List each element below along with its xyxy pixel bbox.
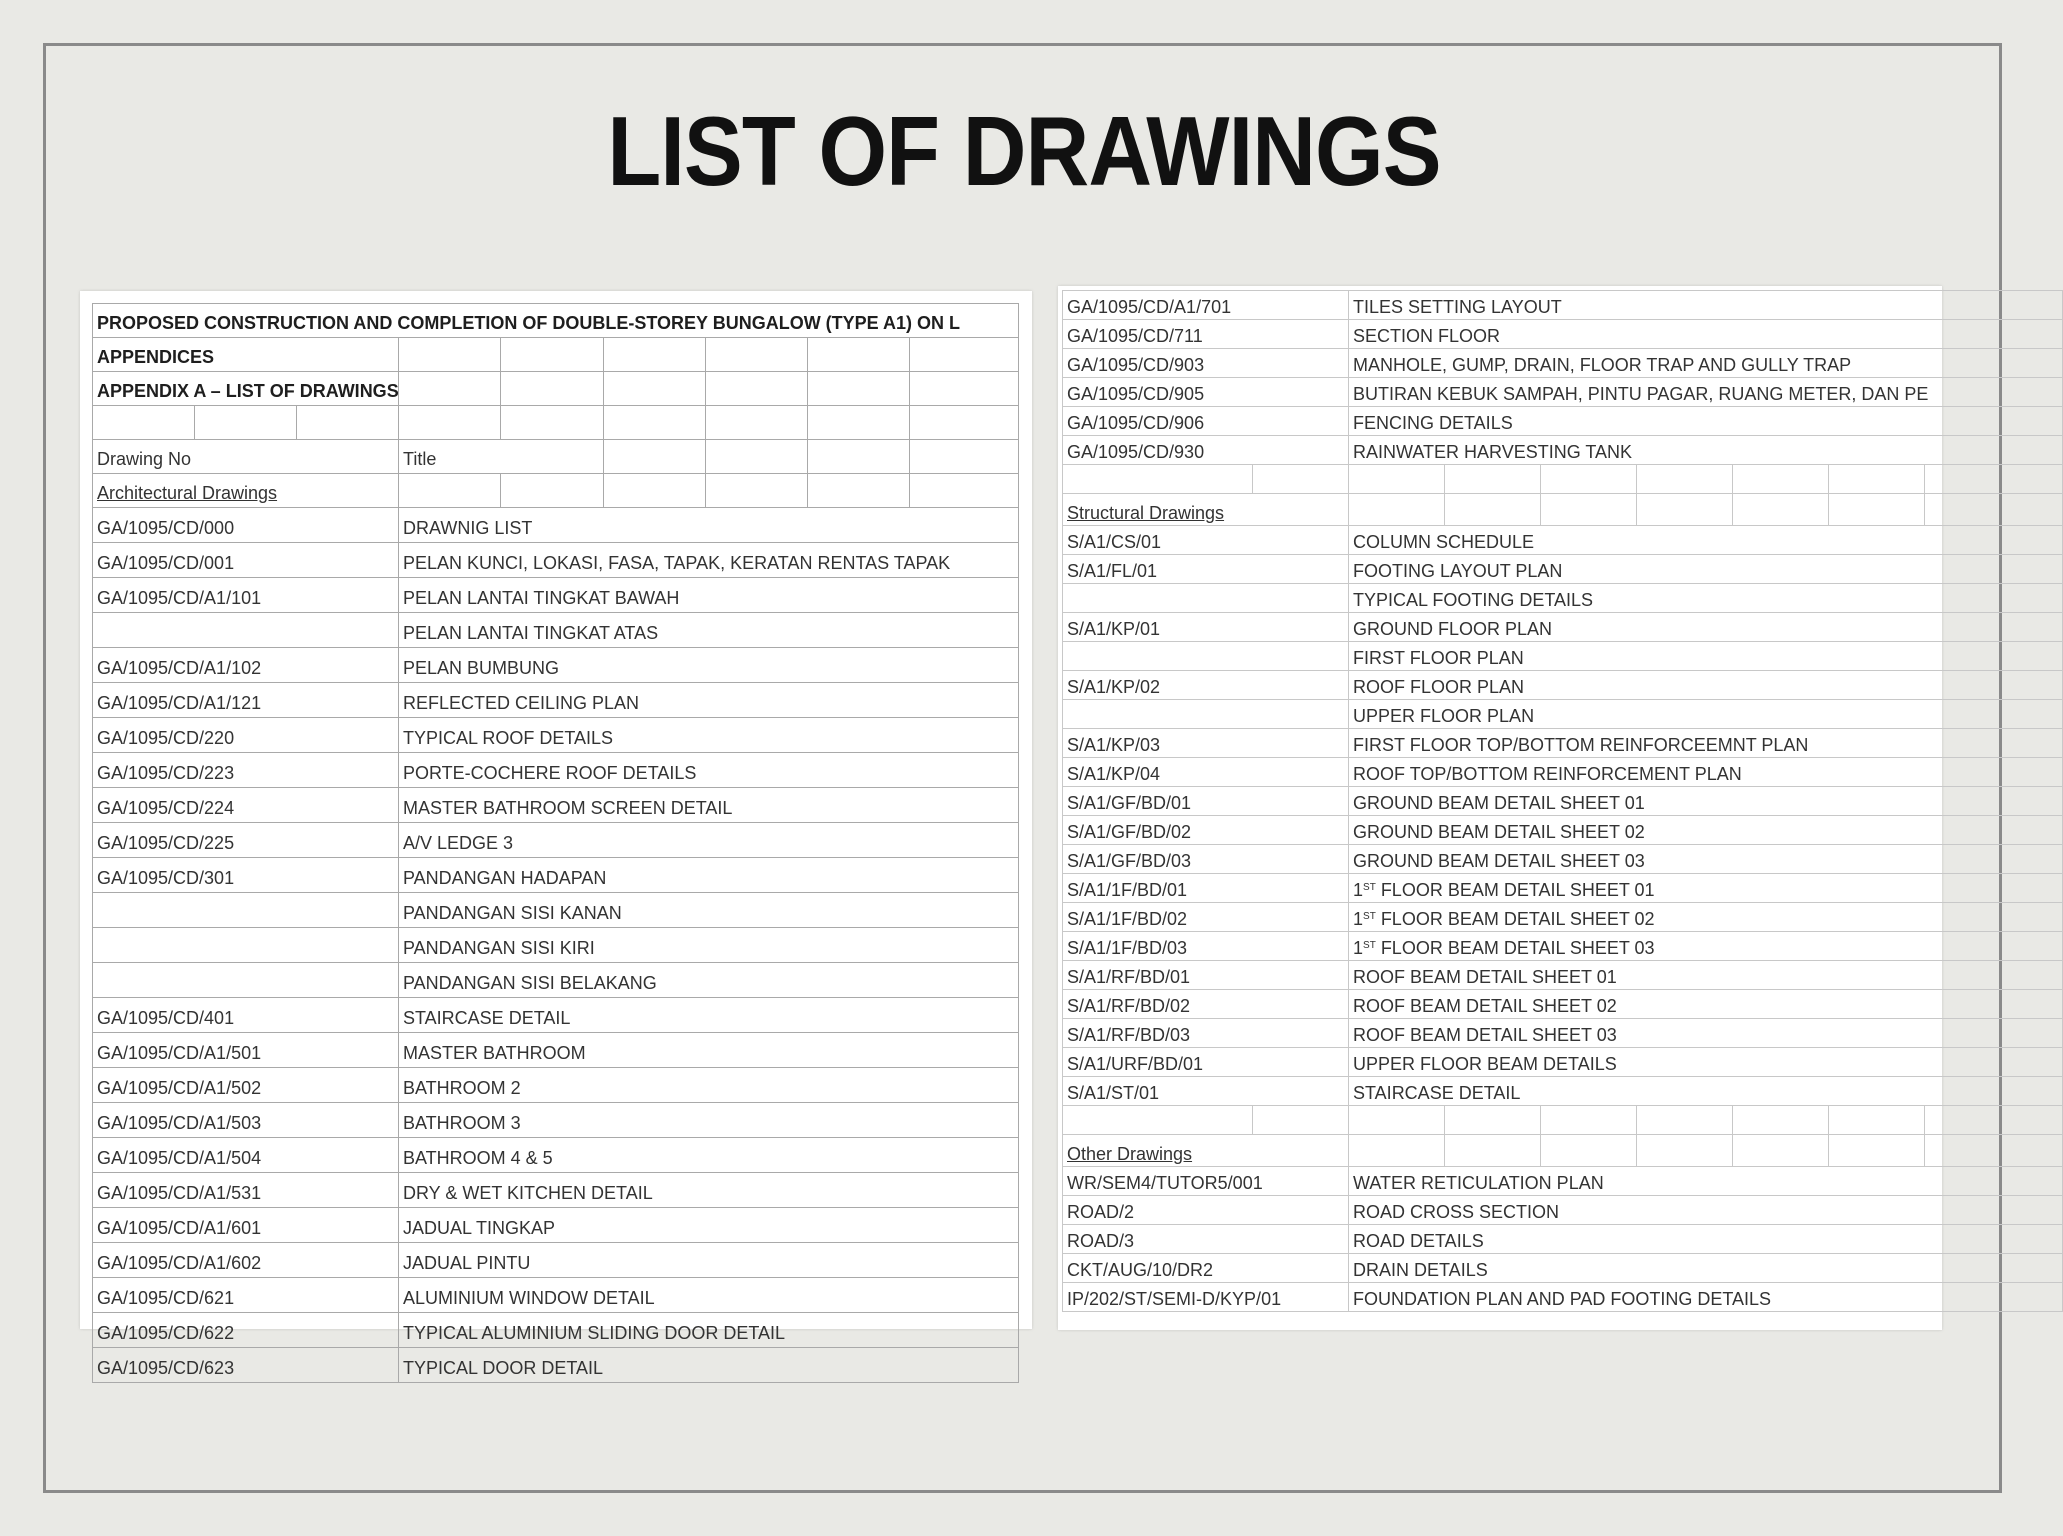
table-row: [93, 1313, 1019, 1348]
drawing-title: PELAN LANTAI TINGKAT BAWAH: [399, 578, 1019, 613]
drawing-number: GA/1095/CD/621: [93, 1278, 399, 1313]
drawing-title: PELAN BUMBUNG: [399, 648, 1019, 683]
table-row: [1063, 291, 2063, 320]
table-cell: [399, 406, 501, 440]
drawing-number: GA/1095/CD/905: [1063, 378, 1349, 407]
table-cell: [1829, 1106, 1925, 1135]
drawing-number: S/A1/CS/01: [1063, 526, 1349, 555]
drawing-number: S/A1/GF/BD/03: [1063, 845, 1349, 874]
table-row: [1063, 1225, 2063, 1254]
table-cell: [1829, 1135, 1925, 1167]
drawing-title: [1349, 932, 2063, 961]
table-row: [1063, 349, 2063, 378]
drawing-number: S/A1/GF/BD/02: [1063, 816, 1349, 845]
table-cell: [1925, 1106, 2063, 1135]
table-cell: [910, 406, 1019, 440]
drawing-number: GA/1095/CD/220: [93, 718, 399, 753]
section-architectural: Architectural Drawings: [93, 474, 399, 508]
drawing-number: S/A1/ST/01: [1063, 1077, 1349, 1106]
drawing-number: GA/1095/CD/A1/502: [93, 1068, 399, 1103]
table-cell: [1829, 465, 1925, 494]
drawing-number: GA/1095/CD/301: [93, 858, 399, 893]
drawing-title: FIRST FLOOR PLAN: [1349, 642, 2063, 671]
table-cell: [1733, 494, 1829, 526]
table-row: [1063, 584, 2063, 613]
drawing-number: GA/1095/CD/906: [1063, 407, 1349, 436]
drawing-number: S/A1/KP/04: [1063, 758, 1349, 787]
table-row: [93, 1068, 1019, 1103]
table-row: [93, 1243, 1019, 1278]
drawing-number: S/A1/FL/01: [1063, 555, 1349, 584]
drawing-number: GA/1095/CD/A1/121: [93, 683, 399, 718]
table-cell: [808, 338, 910, 372]
drawing-title: ROOF TOP/BOTTOM REINFORCEMENT PLAN: [1349, 758, 2063, 787]
drawing-number: S/A1/RF/BD/01: [1063, 961, 1349, 990]
drawing-number: S/A1/KP/02: [1063, 671, 1349, 700]
table-row: [1063, 1283, 2063, 1312]
drawing-number: GA/1095/CD/224: [93, 788, 399, 823]
drawing-title: GROUND BEAM DETAIL SHEET 01: [1349, 787, 2063, 816]
table-row: [93, 1103, 1019, 1138]
table-cell: [1349, 494, 1445, 526]
drawing-title: TYPICAL DOOR DETAIL: [399, 1348, 1019, 1383]
ordinal-number: 1: [1353, 938, 1364, 958]
drawing-title: [1349, 903, 2063, 932]
table-cell: [910, 440, 1019, 474]
table-row: [1063, 932, 2063, 961]
table-cell: [501, 474, 604, 508]
table-cell: [910, 474, 1019, 508]
drawing-list-sheet-left: [80, 291, 1032, 1378]
table-row: [93, 1033, 1019, 1068]
drawing-number: GA/1095/CD/623: [93, 1348, 399, 1383]
table-row: [93, 613, 1019, 648]
table-cell: [399, 338, 501, 372]
table-cell: [706, 338, 808, 372]
drawing-title: WATER RETICULATION PLAN: [1349, 1167, 2063, 1196]
table-cell: [1541, 494, 1637, 526]
ordinal-suffix: ST: [1363, 911, 1376, 922]
drawing-number: WR/SEM4/TUTOR5/001: [1063, 1167, 1349, 1196]
drawing-title: RAINWATER HARVESTING TANK: [1349, 436, 2063, 465]
drawing-title: BUTIRAN KEBUK SAMPAH, PINTU PAGAR, RUANG METER, DAN PE: [1349, 378, 2063, 407]
appendices-label: APPENDICES: [93, 338, 399, 372]
drawing-number: S/A1/RF/BD/02: [1063, 990, 1349, 1019]
table-row: [1063, 990, 2063, 1019]
section-row: [1063, 494, 2063, 526]
drawing-title: ROOF BEAM DETAIL SHEET 02: [1349, 990, 2063, 1019]
table-cell: [1063, 1106, 1253, 1135]
table-row: [93, 508, 1019, 543]
drawing-title: PANDANGAN SISI BELAKANG: [399, 963, 1019, 998]
drawing-number: GA/1095/CD/223: [93, 753, 399, 788]
table-cell: [706, 372, 808, 406]
table-row: [1063, 320, 2063, 349]
table-row: [93, 1173, 1019, 1208]
drawing-title: A/V LEDGE 3: [399, 823, 1019, 858]
drawing-title: FOUNDATION PLAN AND PAD FOOTING DETAILS: [1349, 1283, 2063, 1312]
table-cell: [1925, 1135, 2063, 1167]
table-cell: [604, 474, 706, 508]
drawing-number: GA/1095/CD/225: [93, 823, 399, 858]
drawing-number: S/A1/GF/BD/01: [1063, 787, 1349, 816]
table-cell: [706, 474, 808, 508]
drawing-title: ROOF FLOOR PLAN: [1349, 671, 2063, 700]
table-cell: [1637, 465, 1733, 494]
drawing-number: CKT/AUG/10/DR2: [1063, 1254, 1349, 1283]
table-cell: [1445, 494, 1541, 526]
table-cell: [1349, 1135, 1445, 1167]
drawing-title: PELAN LANTAI TINGKAT ATAS: [399, 613, 1019, 648]
drawing-number: [93, 963, 399, 998]
drawing-number: GA/1095/CD/A1/531: [93, 1173, 399, 1208]
drawing-title: DRAIN DETAILS: [1349, 1254, 2063, 1283]
table-cell: [297, 406, 399, 440]
table-cell: [706, 440, 808, 474]
drawing-number: ROAD/2: [1063, 1196, 1349, 1225]
table-cell: [1445, 1106, 1541, 1135]
header-row: [93, 304, 1019, 338]
drawing-title: PELAN KUNCI, LOKASI, FASA, TAPAK, KERATAN RENTAS TAPAK: [399, 543, 1019, 578]
drawing-title: PORTE-COCHERE ROOF DETAILS: [399, 753, 1019, 788]
section-structural: Structural Drawings: [1063, 494, 1349, 526]
table-row: [1063, 407, 2063, 436]
ordinal-number: 1: [1353, 909, 1364, 929]
table-cell: [1349, 1106, 1445, 1135]
table-cell: [501, 406, 604, 440]
table-row: [1063, 1019, 2063, 1048]
drawing-title: JADUAL PINTU: [399, 1243, 1019, 1278]
drawing-number: GA/1095/CD/A1/102: [93, 648, 399, 683]
drawing-title: SECTION FLOOR: [1349, 320, 2063, 349]
table-row: [93, 963, 1019, 998]
blank-row: [1063, 1106, 2063, 1135]
drawing-number: GA/1095/CD/622: [93, 1313, 399, 1348]
table-row: [1063, 787, 2063, 816]
table-row: [93, 998, 1019, 1033]
drawing-number: GA/1095/CD/A1/501: [93, 1033, 399, 1068]
drawing-list-sheet-right: [1058, 286, 1942, 1330]
table-cell: [1733, 465, 1829, 494]
section-row: [1063, 1135, 2063, 1167]
drawing-number: GA/1095/CD/000: [93, 508, 399, 543]
drawing-title: ROOF BEAM DETAIL SHEET 01: [1349, 961, 2063, 990]
table-row: [1063, 526, 2063, 555]
table-row: [1063, 1196, 2063, 1225]
drawing-title: GROUND FLOOR PLAN: [1349, 613, 2063, 642]
table-row: [1063, 613, 2063, 642]
table-cell: [1733, 1135, 1829, 1167]
drawing-title: MANHOLE, GUMP, DRAIN, FLOOR TRAP AND GULLY TRAP: [1349, 349, 2063, 378]
table-cell: [604, 406, 706, 440]
table-row: [1063, 436, 2063, 465]
drawing-title: PANDANGAN SISI KANAN: [399, 893, 1019, 928]
table-cell: [1541, 465, 1637, 494]
drawing-title: JADUAL TINGKAP: [399, 1208, 1019, 1243]
drawing-number: S/A1/RF/BD/03: [1063, 1019, 1349, 1048]
table-row: [93, 1138, 1019, 1173]
drawing-title: ROAD CROSS SECTION: [1349, 1196, 2063, 1225]
table-cell: [1733, 1106, 1829, 1135]
drawing-number: GA/1095/CD/001: [93, 543, 399, 578]
drawing-title: ALUMINIUM WINDOW DETAIL: [399, 1278, 1019, 1313]
table-row: [1063, 758, 2063, 787]
drawing-title: MASTER BATHROOM: [399, 1033, 1019, 1068]
drawing-number: S/A1/1F/BD/03: [1063, 932, 1349, 961]
table-row: [1063, 700, 2063, 729]
ordinal-suffix: ST: [1363, 882, 1376, 893]
table-row: [1063, 1048, 2063, 1077]
table-cell: [604, 440, 706, 474]
table-cell: [1541, 1135, 1637, 1167]
drawing-list-table-right: [1062, 290, 2063, 1312]
drawing-title: FOOTING LAYOUT PLAN: [1349, 555, 2063, 584]
table-cell: [1063, 465, 1253, 494]
section-row: [93, 474, 1019, 508]
table-row: [93, 1348, 1019, 1383]
table-row: [93, 718, 1019, 753]
drawing-title: BATHROOM 2: [399, 1068, 1019, 1103]
table-row: [93, 1278, 1019, 1313]
drawing-title: BATHROOM 3: [399, 1103, 1019, 1138]
table-cell: [1637, 1106, 1733, 1135]
drawing-number: GA/1095/CD/A1/503: [93, 1103, 399, 1138]
drawing-number: S/A1/KP/01: [1063, 613, 1349, 642]
drawing-title: COLUMN SCHEDULE: [1349, 526, 2063, 555]
table-row: [93, 928, 1019, 963]
column-header-title: Title: [399, 440, 604, 474]
drawing-number: GA/1095/CD/903: [1063, 349, 1349, 378]
drawing-number: GA/1095/CD/A1/701: [1063, 291, 1349, 320]
table-row: [1063, 1167, 2063, 1196]
drawing-title: TYPICAL ALUMINIUM SLIDING DOOR DETAIL: [399, 1313, 1019, 1348]
drawing-title: FENCING DETAILS: [1349, 407, 2063, 436]
table-cell: [604, 338, 706, 372]
appendix-title: APPENDIX A – LIST OF DRAWINGS: [93, 372, 399, 406]
drawing-number: [1063, 642, 1349, 671]
drawing-title: DRY & WET KITCHEN DETAIL: [399, 1173, 1019, 1208]
section-other: Other Drawings: [1063, 1135, 1349, 1167]
table-cell: [1445, 1135, 1541, 1167]
page-title: LIST OF DRAWINGS: [607, 96, 1441, 206]
table-row: [93, 683, 1019, 718]
drawing-number: GA/1095/CD/711: [1063, 320, 1349, 349]
drawing-number: S/A1/URF/BD/01: [1063, 1048, 1349, 1077]
table-cell: [1445, 465, 1541, 494]
table-cell: [604, 372, 706, 406]
drawing-title: STAIRCASE DETAIL: [1349, 1077, 2063, 1106]
table-row: [93, 788, 1019, 823]
drawing-number: [1063, 700, 1349, 729]
drawing-title: [1349, 874, 2063, 903]
drawing-number: S/A1/KP/03: [1063, 729, 1349, 758]
table-row: [1063, 729, 2063, 758]
column-header-row: [93, 440, 1019, 474]
drawing-title: MASTER BATHROOM SCREEN DETAIL: [399, 788, 1019, 823]
table-row: [93, 753, 1019, 788]
drawing-number: [1063, 584, 1349, 613]
ordinal-number: 1: [1353, 880, 1364, 900]
drawing-title-text: FLOOR BEAM DETAIL SHEET 01: [1375, 880, 1655, 900]
table-row: [93, 858, 1019, 893]
drawing-number: [93, 613, 399, 648]
column-header-drawing-no: Drawing No: [93, 440, 399, 474]
drawing-title-text: FLOOR BEAM DETAIL SHEET 03: [1375, 938, 1655, 958]
table-cell: [910, 338, 1019, 372]
drawing-number: GA/1095/CD/A1/602: [93, 1243, 399, 1278]
drawing-number: IP/202/ST/SEMI-D/KYP/01: [1063, 1283, 1349, 1312]
blank-row: [1063, 465, 2063, 494]
header-row: [93, 338, 1019, 372]
drawing-title-text: FLOOR BEAM DETAIL SHEET 02: [1375, 909, 1655, 929]
drawing-title: STAIRCASE DETAIL: [399, 998, 1019, 1033]
header-row: [93, 372, 1019, 406]
table-cell: [1925, 494, 2063, 526]
table-row: [93, 648, 1019, 683]
ordinal-suffix: ST: [1363, 940, 1376, 951]
drawing-title: ROAD DETAILS: [1349, 1225, 2063, 1254]
table-cell: [1349, 465, 1445, 494]
drawing-number: S/A1/1F/BD/02: [1063, 903, 1349, 932]
table-row: [1063, 961, 2063, 990]
drawing-title: PANDANGAN SISI KIRI: [399, 928, 1019, 963]
drawing-title: TYPICAL ROOF DETAILS: [399, 718, 1019, 753]
table-cell: [1253, 1106, 1349, 1135]
table-row: [93, 543, 1019, 578]
drawing-title: TYPICAL FOOTING DETAILS: [1349, 584, 2063, 613]
drawing-number: S/A1/1F/BD/01: [1063, 874, 1349, 903]
blank-row: [93, 406, 1019, 440]
drawing-number: ROAD/3: [1063, 1225, 1349, 1254]
table-row: [1063, 874, 2063, 903]
table-cell: [808, 440, 910, 474]
drawing-number: GA/1095/CD/A1/101: [93, 578, 399, 613]
table-row: [1063, 1254, 2063, 1283]
table-row: [93, 578, 1019, 613]
table-row: [1063, 816, 2063, 845]
table-cell: [1637, 494, 1733, 526]
table-cell: [501, 372, 604, 406]
table-cell: [501, 338, 604, 372]
drawing-title: UPPER FLOOR BEAM DETAILS: [1349, 1048, 2063, 1077]
table-cell: [808, 372, 910, 406]
table-row: [1063, 845, 2063, 874]
table-cell: [399, 474, 501, 508]
table-cell: [195, 406, 297, 440]
table-row: [1063, 671, 2063, 700]
drawing-title: GROUND BEAM DETAIL SHEET 03: [1349, 845, 2063, 874]
drawing-title: GROUND BEAM DETAIL SHEET 02: [1349, 816, 2063, 845]
table-row: [1063, 903, 2063, 932]
table-cell: [808, 474, 910, 508]
table-cell: [399, 372, 501, 406]
drawing-number: [93, 928, 399, 963]
drawing-number: GA/1095/CD/930: [1063, 436, 1349, 465]
table-cell: [1637, 1135, 1733, 1167]
drawing-title: ROOF BEAM DETAIL SHEET 03: [1349, 1019, 2063, 1048]
table-cell: [1925, 465, 2063, 494]
table-cell: [808, 406, 910, 440]
project-title: PROPOSED CONSTRUCTION AND COMPLETION OF DOUBLE-STOREY BUNGALOW (TYPE A1) ON L: [93, 304, 1019, 338]
table-row: [1063, 378, 2063, 407]
drawing-number: GA/1095/CD/A1/601: [93, 1208, 399, 1243]
drawing-title: PANDANGAN HADAPAN: [399, 858, 1019, 893]
table-row: [1063, 642, 2063, 671]
drawing-title: DRAWNIG LIST: [399, 508, 1019, 543]
drawing-title: FIRST FLOOR TOP/BOTTOM REINFORCEEMNT PLAN: [1349, 729, 2063, 758]
drawing-number: [93, 893, 399, 928]
table-cell: [1253, 465, 1349, 494]
drawing-title: TILES SETTING LAYOUT: [1349, 291, 2063, 320]
drawing-title: BATHROOM 4 & 5: [399, 1138, 1019, 1173]
table-cell: [706, 406, 808, 440]
table-row: [93, 893, 1019, 928]
table-row: [1063, 555, 2063, 584]
table-row: [93, 1208, 1019, 1243]
drawing-list-table-left: [92, 303, 1019, 1383]
drawing-title: REFLECTED CEILING PLAN: [399, 683, 1019, 718]
drawing-number: GA/1095/CD/A1/504: [93, 1138, 399, 1173]
table-cell: [1541, 1106, 1637, 1135]
table-row: [93, 823, 1019, 858]
drawing-title: UPPER FLOOR PLAN: [1349, 700, 2063, 729]
drawing-number: GA/1095/CD/401: [93, 998, 399, 1033]
table-cell: [93, 406, 195, 440]
table-cell: [910, 372, 1019, 406]
table-cell: [1829, 494, 1925, 526]
table-row: [1063, 1077, 2063, 1106]
